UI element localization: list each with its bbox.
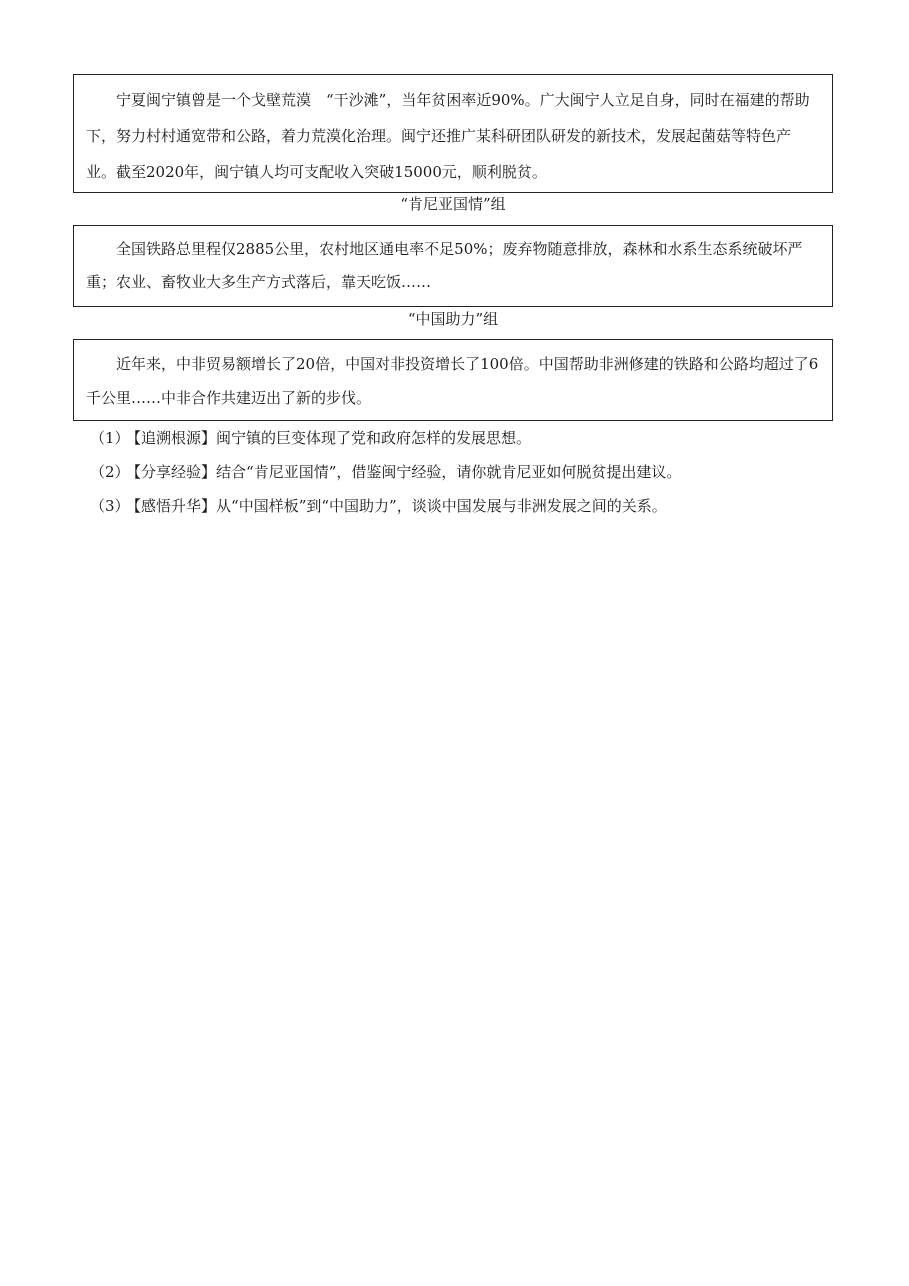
group-title-kenya: “肯尼亚国情”组: [400, 195, 506, 213]
question-text: 【追溯根源】闽宁镇的巨变体现了党和政府怎样的发展思想。: [133, 429, 532, 447]
question-item: [90, 455, 830, 489]
question-text: 【分享经验】结合“肯尼亚国情”，借鉴闽宁经验，请你就肯尼亚如何脱贫提出建议。: [133, 463, 682, 481]
question-list: [90, 421, 830, 523]
question-number: （2）: [90, 463, 130, 481]
material-text-minning: 宁夏闽宁镇曾是一个戈壁荒漠 “干沙滩”，当年贫困率近90%。广大闽宁人立足自身，同时在福建的帮助下，努力村村通宽带和公路，着力荒漠化治理。闽宁还推广某科研团队研发的新技术，发展起菌菇等特色产业。截至2020年，闽宁镇人均可支配收入突破15000元，顺利脱贫。: [86, 91, 810, 181]
material-box-kenya: [73, 225, 833, 307]
question-item: [90, 489, 830, 523]
material-text-china-help: 近年来，中非贸易额增长了20倍，中国对非投资增长了100倍。中国帮助非洲修建的铁路和公路均超过了6千公里……中非合作共建迈出了新的步伐。: [86, 355, 819, 407]
material-box-china-help: [73, 339, 833, 421]
material-box-minning: [73, 74, 833, 193]
group-title-china-help: “中国助力”组: [407, 310, 499, 328]
question-text: 【感悟升华】从“中国样板”到“中国助力”，谈谈中国发展与非洲发展之间的关系。: [133, 497, 667, 515]
question-number: （3）: [90, 497, 130, 515]
question-number: （1）: [90, 429, 130, 447]
question-item: [90, 421, 830, 455]
material-text-kenya: 全国铁路总里程仅2885公里，农村地区通电率不足50%；废弃物随意排放，森林和水系生态系统破坏严重；农业、畜牧业大多生产方式落后，靠天吃饭……: [86, 240, 803, 291]
